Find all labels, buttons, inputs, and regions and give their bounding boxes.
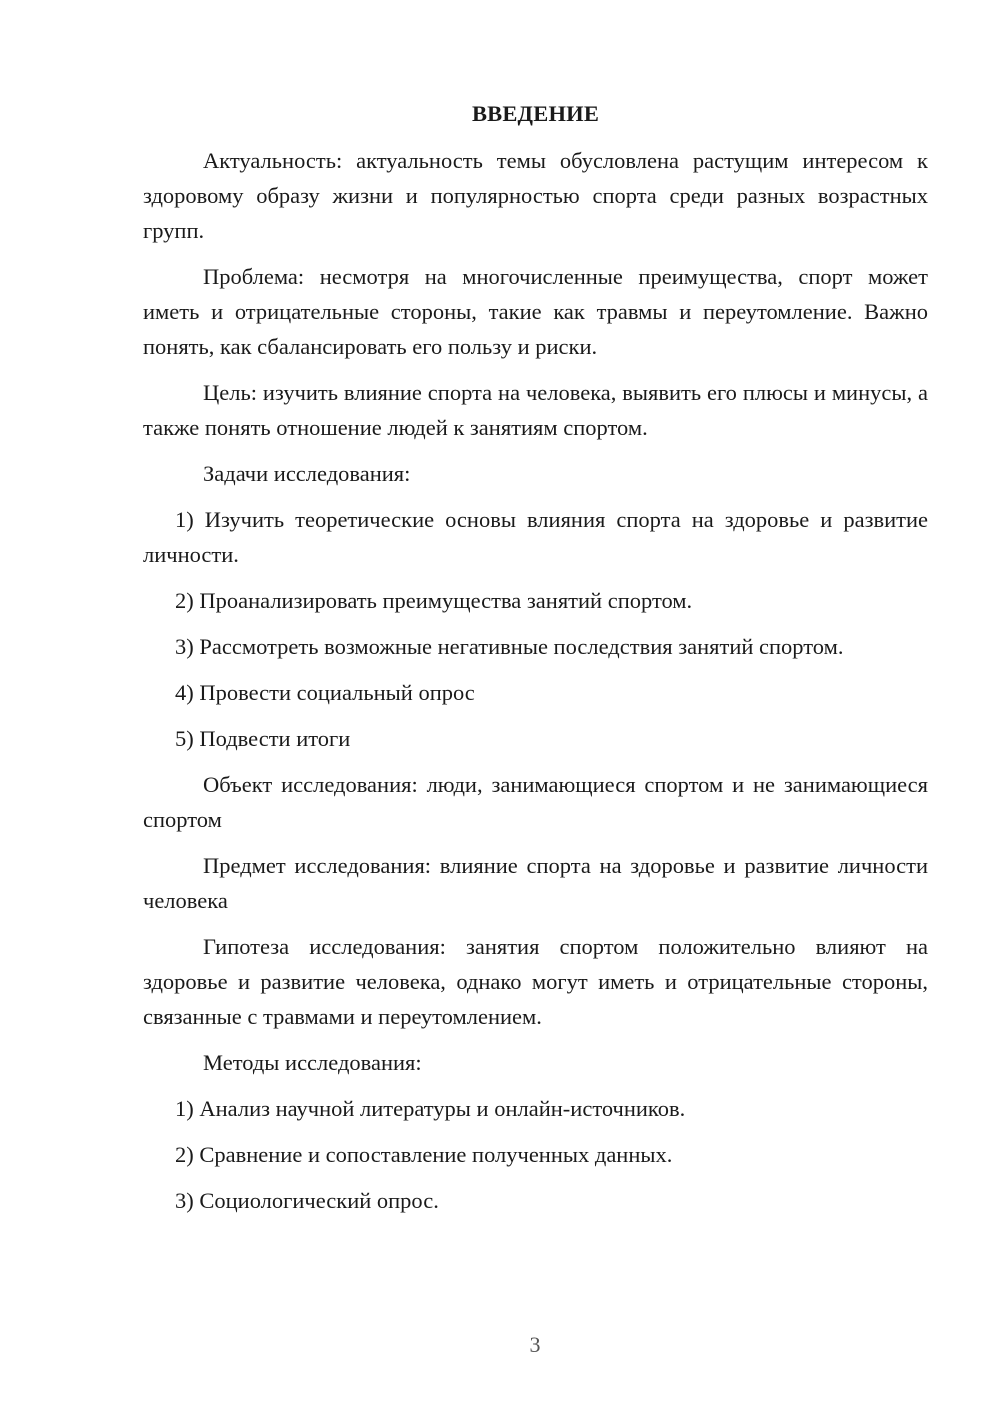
task-item: 1) Изучить теоретические основы влияния спорта на здоровье и развитие личности. [143, 507, 928, 567]
page-number: 3 [529, 1332, 541, 1357]
task-item: 2) Проанализировать преимущества занятий спортом. [175, 588, 693, 613]
object-paragraph: Объект исследования: люди, занимающиеся спортом и не занимающиеся спортом [143, 772, 928, 832]
relevance-paragraph: Актуальность: актуальность темы обусловлена растущим интересом к здоровому образу жизни и популярностью спорта среди разных возрастных групп. [143, 148, 928, 243]
hypothesis-paragraph: Гипотеза исследования: занятия спортом положительно влияют на здоровье и развитие человека, однако могут иметь и отрицательные стороны, связанные с травмами и переутомлением. [143, 934, 928, 1029]
methods-heading: Методы исследования: [203, 1050, 422, 1075]
task-item: 5) Подвести итоги [175, 726, 351, 751]
subject-paragraph: Предмет исследования: влияние спорта на здоровье и развитие личности человека [143, 853, 928, 913]
method-item: 2) Сравнение и сопоставление полученных данных. [175, 1142, 673, 1167]
task-item: 4) Провести социальный опрос [175, 680, 475, 705]
task-item: 3) Рассмотреть возможные негативные последствия занятий спортом. [175, 634, 844, 659]
goal-paragraph: Цель: изучить влияние спорта на человека, выявить его плюсы и минусы, а также понять отношение людей к занятиям спортом. [143, 380, 928, 440]
tasks-heading: Задачи исследования: [203, 461, 411, 486]
method-item: 3) Социологический опрос. [175, 1188, 439, 1213]
section-heading: ВВЕДЕНИЕ [471, 101, 600, 126]
page-content [143, 96, 928, 1229]
method-item: 1) Анализ научной литературы и онлайн-источников. [175, 1096, 686, 1121]
problem-paragraph: Проблема: несмотря на многочисленные преимущества, спорт может иметь и отрицательные стороны, такие как травмы и переутомление. Важно понять, как сбалансировать его пользу и риски. [143, 264, 928, 359]
